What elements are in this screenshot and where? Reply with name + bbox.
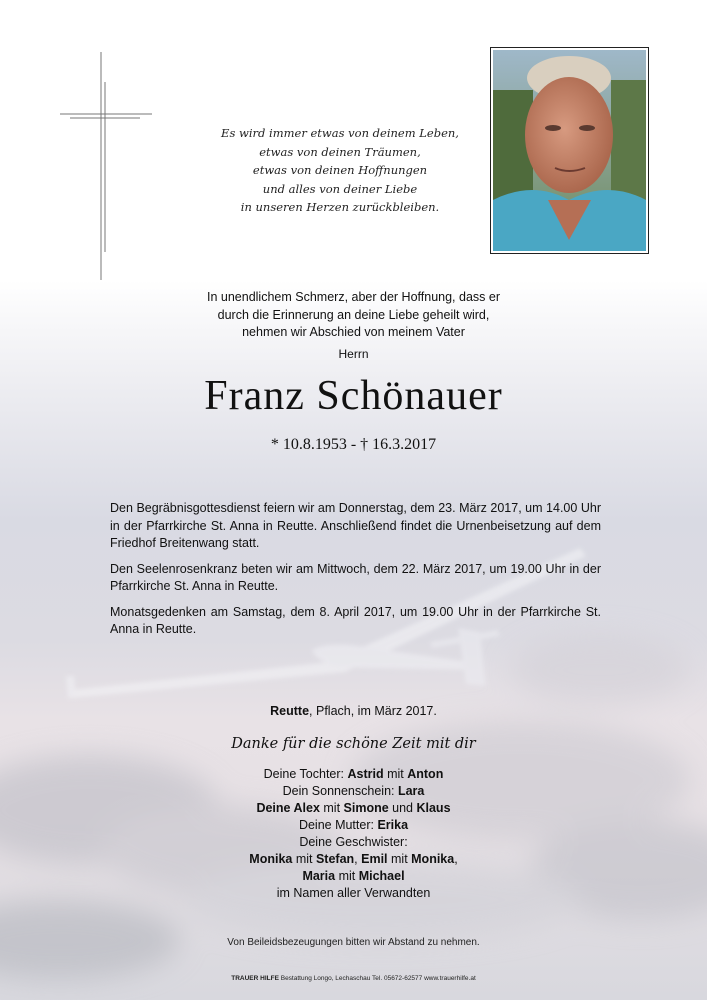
- connector: ,: [454, 852, 458, 866]
- connector: mit: [383, 767, 408, 781]
- cross-icon: [60, 52, 152, 280]
- family-line-siblings-2: [0, 868, 707, 885]
- family-line-siblings-1: [0, 851, 707, 868]
- intro-line: In unendlichem Schmerz, aber der Hoffnung, dass er: [207, 290, 500, 304]
- footer-brand: TRAUER HILFE: [231, 975, 279, 982]
- relation-label: Deine Mutter:: [298, 818, 378, 832]
- portrait-photo: [493, 50, 646, 251]
- family-member-name: Michael: [358, 869, 405, 883]
- connector: ,: [354, 852, 362, 866]
- footer-contact: Bestattung Longo, Lechaschau Tel. 05672-62577 www.trauerhilfe.at: [278, 975, 476, 982]
- memorial-mass-paragraph: Monatsgedenken am Samstag, dem 8. April 2017, um 19.00 Uhr in der Pfarrkirche St. Anna in Reutte.: [110, 604, 601, 636]
- deceased-name: Franz Schönauer: [204, 373, 503, 419]
- place-town: Reutte: [270, 704, 310, 718]
- poem-line: und alles von deiner Liebe: [262, 181, 418, 196]
- connector: mit: [319, 801, 344, 815]
- intro-line: nehmen wir Abschied von meinem Vater: [242, 325, 465, 339]
- family-member-name: Emil: [361, 852, 388, 866]
- family-member-name: Monika: [249, 852, 293, 866]
- relation-label: Dein Sonnenschein:: [282, 784, 398, 798]
- intro-line: durch die Erinnerung an deine Liebe geheilt wird,: [217, 307, 490, 322]
- footer-imprint: [0, 975, 707, 982]
- family-member-name: Stefan: [315, 852, 355, 866]
- poem-line: Es wird immer etwas von deinem Leben,: [221, 126, 459, 140]
- connector: mit: [292, 852, 316, 866]
- place-rest: , Pflach, im März 2017.: [309, 704, 437, 718]
- poem-line: etwas von deinen Hoffnungen: [252, 163, 428, 177]
- life-dates: * 10.8.1953 - † 16.3.2017: [270, 436, 437, 453]
- poem-line: in unseren Herzen zurückbleiben.: [240, 200, 440, 214]
- family-list: [0, 766, 707, 885]
- salutation: Herrn: [338, 347, 369, 361]
- rosary-paragraph: Den Seelenrosenkranz beten wir am Mittwoch, dem 22. März 2017, um 19.00 Uhr in der Pfarrkirche St. Anna in Reutte.: [110, 561, 601, 593]
- family-member-name: Simone: [343, 801, 389, 815]
- family-line-mother: [0, 817, 707, 834]
- family-member-name: Erika: [377, 818, 409, 832]
- memorial-poem: [200, 124, 480, 217]
- poem-line: etwas von deinen Träumen,: [259, 144, 421, 159]
- family-member-name: Anton: [407, 767, 444, 781]
- funeral-service-paragraph: Den Begräbnisgottesdienst feiern wir am Donnerstag, dem 23. März 2017, um 14.00 Uhr in der Pfarrkirche St. Anna in Reutte. Anschließend findet die Urnenbeisetzung auf dem Friedhof Breitenwang statt.: [110, 501, 601, 550]
- thanks-line: Danke für die schöne Zeit mit dir: [231, 736, 476, 752]
- family-member-name: Klaus: [416, 801, 451, 815]
- family-member-name: Astrid: [347, 767, 384, 781]
- family-member-name: Deine Alex: [256, 801, 320, 815]
- condolence-note: Von Beileidsbezeugungen bitten wir Abstand zu nehmen.: [227, 937, 480, 948]
- connector: und: [388, 801, 417, 815]
- family-member-name: Lara: [397, 784, 425, 798]
- family-line-alex: [0, 800, 707, 817]
- family-member-name: Monika: [411, 852, 455, 866]
- connector: mit: [335, 869, 359, 883]
- portrait-frame: [490, 47, 649, 254]
- connector: mit: [387, 852, 412, 866]
- closing-line: im Namen aller Verwandten: [276, 886, 431, 900]
- relation-label: Deine Tochter:: [263, 767, 348, 781]
- family-line-daughter: [0, 766, 707, 783]
- family-member-name: Maria: [302, 869, 336, 883]
- service-details: [110, 500, 601, 647]
- family-line-siblings-label: Deine Geschwister:: [299, 835, 408, 849]
- place-and-date: [0, 704, 707, 718]
- intro-text: [130, 289, 577, 342]
- family-line-sunshine: [0, 783, 707, 800]
